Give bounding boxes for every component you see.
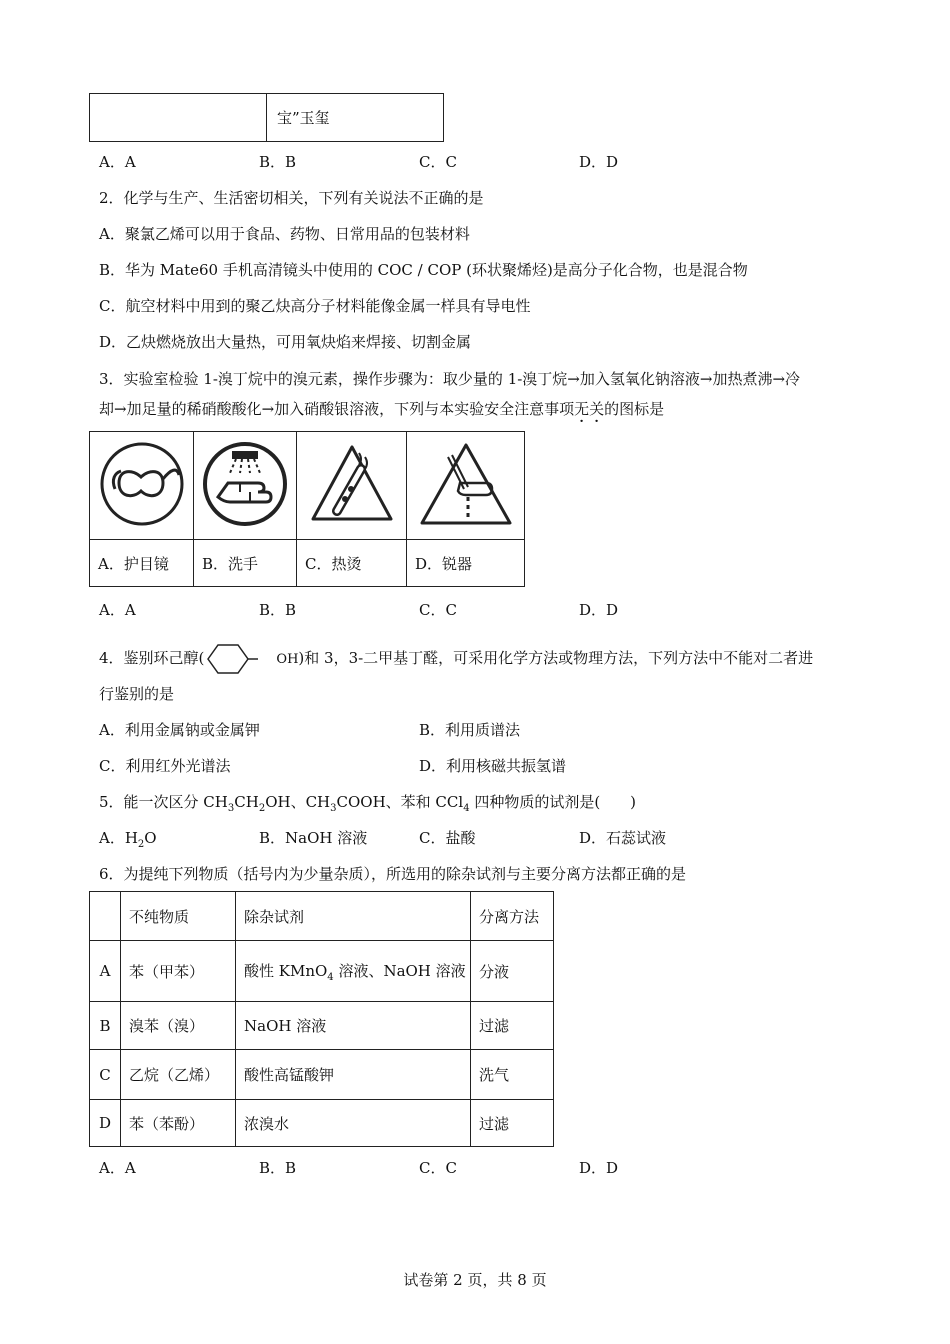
row-reagent: 酸性 KMnO$_4$ 溶液、NaOH 溶液 — [236, 941, 471, 1002]
wash-hands-icon — [200, 439, 290, 529]
q4-option-b[interactable]: B．利用质谱法 — [419, 721, 521, 739]
hot-surface-label: C．热烫 — [297, 540, 407, 587]
cyclohexanol-structure — [204, 641, 276, 677]
emphasis-wu: 无 — [574, 400, 590, 418]
q1-option-c[interactable]: C．C — [419, 153, 457, 171]
row-key: B — [90, 1002, 121, 1050]
row-method: 洗气 — [471, 1050, 554, 1100]
row-substance: 苯（苯酚） — [121, 1100, 236, 1147]
row-reagent: 酸性高锰酸钾 — [236, 1050, 471, 1100]
q6-header-reagent: 除杂试剂 — [236, 892, 471, 941]
q6-header-key — [90, 892, 121, 941]
q6-option-b[interactable]: B．B — [259, 1159, 297, 1177]
row-method: 过滤 — [471, 1100, 554, 1147]
row-substance: 苯（甲苯） — [121, 941, 236, 1002]
q3-stem-line1: 3．实验室检验 1-溴丁烷中的溴元素，操作步骤为：取少量的 1-溴丁烷→加入氢氧化钠溶液→加热煮沸→冷 — [99, 370, 801, 388]
hydroxyl-label: OH — [276, 652, 299, 667]
q4-option-c[interactable]: C．利用红外光谱法 — [99, 757, 231, 775]
hot-surface-cell — [297, 432, 407, 540]
row-method: 分液 — [471, 941, 554, 1002]
row-substance: 乙烷（乙烯） — [121, 1050, 236, 1100]
q5-stem: 5．能一次区分 $CH_3CH_2OH$、$CH_3COOH$、苯和 CCl$_4$ 四种物质的试剂是( ) — [99, 793, 637, 814]
q3-stem-line2: 却→加足量的稀硝酸酸化→加入硝酸银溶液，下列与本实验安全注意事项无关的图标是 — [99, 400, 665, 418]
q1-cell-right: 宝”玉玺 — [267, 94, 444, 142]
q5-option-d[interactable]: D．石蕊试液 — [579, 829, 667, 847]
q3-option-d[interactable]: D．D — [579, 601, 619, 619]
sharp-object-label: D．锐器 — [407, 540, 525, 587]
q6-option-c[interactable]: C．C — [419, 1159, 457, 1177]
q1-table-tail — [89, 93, 444, 142]
wash-hands-cell — [194, 432, 297, 540]
q4-option-d[interactable]: D．利用核磁共振氢谱 — [419, 757, 567, 775]
q6-header-method: 分离方法 — [471, 892, 554, 941]
q2-option-a[interactable]: A．聚氯乙烯可以用于食品、药物、日常用品的包装材料 — [99, 225, 470, 243]
row-key: A — [90, 941, 121, 1002]
row-key: D — [90, 1100, 121, 1147]
goggles-icon — [97, 439, 187, 529]
table-row — [90, 1100, 554, 1147]
q6-stem: 6．为提纯下列物质（括号内为少量杂质），所选用的除杂试剂与主要分离方法都正确的是 — [99, 865, 687, 883]
q6-option-d[interactable]: D．D — [579, 1159, 619, 1177]
q4-stem-line2: 行鉴别的是 — [99, 685, 175, 703]
goggles-cell — [90, 432, 194, 540]
table-row — [90, 1002, 554, 1050]
q1-cell-left — [90, 94, 267, 142]
row-reagent: 浓溴水 — [236, 1100, 471, 1147]
q1-option-a[interactable]: A．A — [99, 153, 136, 171]
q6-option-a[interactable]: A．A — [99, 1159, 136, 1177]
table-row — [90, 1050, 554, 1100]
q2-option-b[interactable]: B．华为 Mate60 手机高清镜头中使用的 COC / COP (环状聚烯烃)是高分子化合物，也是混合物 — [99, 261, 748, 279]
page-footer: 试卷第 2 页，共 8 页 — [403, 1271, 547, 1289]
row-key: C — [90, 1050, 121, 1100]
q6-header-substance: 不纯物质 — [121, 892, 236, 941]
emphasis-guan: 关 — [589, 400, 605, 418]
q4-option-a[interactable]: A．利用金属钠或金属钾 — [99, 721, 260, 739]
q3-option-a[interactable]: A．A — [99, 601, 136, 619]
sharp-object-icon — [416, 439, 516, 529]
q3-option-c[interactable]: C．C — [419, 601, 457, 619]
q5-option-a[interactable]: A．$H_2O$ — [99, 829, 157, 850]
q6-table — [89, 891, 554, 1147]
q2-option-d[interactable]: D．乙炔燃烧放出大量热，可用氧炔焰来焊接、切割金属 — [99, 333, 472, 351]
table-row — [90, 941, 554, 1002]
q2-option-c[interactable]: C．航空材料中用到的聚乙炔高分子材料能像金属一样具有导电性 — [99, 297, 531, 315]
row-substance: 溴苯（溴） — [121, 1002, 236, 1050]
row-reagent: NaOH 溶液 — [236, 1002, 471, 1050]
sharp-object-cell — [407, 432, 525, 540]
goggles-label: A．护目镜 — [90, 540, 194, 587]
q5-option-b[interactable]: B．NaOH 溶液 — [259, 829, 368, 847]
wash-hands-label: B．洗手 — [194, 540, 297, 587]
q2-stem: 2．化学与生产、生活密切相关，下列有关说法不正确的是 — [99, 189, 484, 207]
q3-option-b[interactable]: B．B — [259, 601, 297, 619]
q1-option-b[interactable]: B．B — [259, 153, 297, 171]
q3-icon-table — [89, 431, 525, 587]
q6-header-row — [90, 892, 554, 941]
q1-option-d[interactable]: D．D — [579, 153, 619, 171]
row-method: 过滤 — [471, 1002, 554, 1050]
q4-stem-line1: 4．鉴别环己醇( OH)和 3，3-二甲基丁醛，可采用化学方法或物理方法，下列方法中不能对二者进 — [99, 641, 813, 677]
q5-option-c[interactable]: C．盐酸 — [419, 829, 476, 847]
hot-surface-icon — [307, 439, 397, 529]
